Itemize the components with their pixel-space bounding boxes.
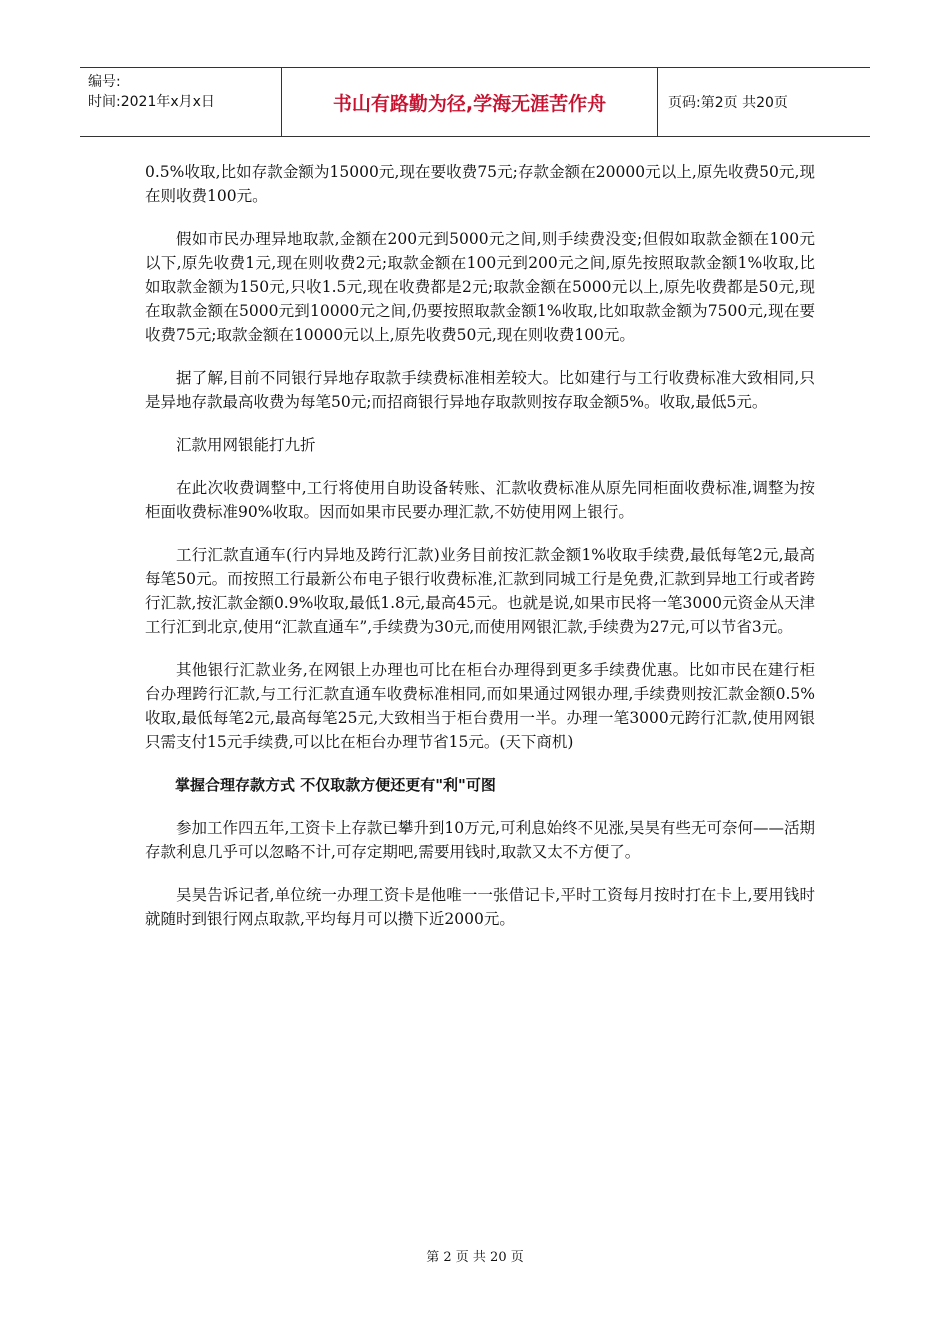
section-heading: 掌握合理存款方式 不仅取款方便还更有"利"可图 bbox=[175, 776, 496, 794]
paragraph: 其他银行汇款业务,在网银上办理也可比在柜台办理得到更多手续费优惠。比如市民在建行柜台办理跨行汇款,与工行汇款直通车收费标准相同,而如果通过网银办理,手续费则按汇款金额0.5%收取,最低每笔2元,最高每笔25元,大致相当于柜台费用一半。办理一笔3000元跨行汇款,使用网银只需支付15元手续费,可以比在柜台办理节省15元。(天下商机) bbox=[145, 661, 815, 751]
paragraph: 据了解,目前不同银行异地存取款手续费标准相差较大。比如建行与工行收费标准大致相同,只是异地存款最高收费为每笔50元;而招商银行异地存取款则按存取金额5%。收取,最低5元。 bbox=[145, 369, 815, 411]
page-header bbox=[80, 67, 870, 137]
paragraph: 参加工作四五年,工资卡上存款已攀升到10万元,可利息始终不见涨,吴昊有些无可奈何——活期存款利息几乎可以忽略不计,可存定期吧,需要用钱时,取款又太不方便了。 bbox=[145, 819, 816, 861]
paragraph: 0.5%收取,比如存款金额为15000元,现在要收费75元;存款金额在20000元以上,原先收费50元,现在则收费100元。 bbox=[145, 163, 815, 205]
header-page-info: 页码:第2页 共20页 bbox=[668, 95, 788, 111]
serial-label: 编号: bbox=[88, 74, 121, 90]
paragraph: 工行汇款直通车(行内异地及跨行汇款)业务目前按汇款金额1%收取手续费,最低每笔2元,最高每笔50元。而按照工行最新公布电子银行收费标准,汇款到同城工行是免费,汇款到异地工行或者跨行汇款,按汇款金额0.9%收取,最低1.8元,最高45元。也就是说,如果市民将一笔3000元资金从天津工行汇到北京,使用“汇款直通车”,手续费为30元,而使用网银汇款,手续费为27元,可以节省3元。 bbox=[145, 546, 815, 636]
section-subheading: 汇款用网银能打九折 bbox=[176, 436, 316, 454]
paragraph: 吴昊告诉记者,单位统一办理工资卡是他唯一一张借记卡,平时工资每月按时打在卡上,要用钱时就随时到银行网点取款,平均每月可以攒下近2000元。 bbox=[145, 886, 815, 928]
time-label: 时间:2021年x月x日 bbox=[88, 94, 215, 110]
paragraph: 在此次收费调整中,工行将使用自助设备转账、汇款收费标准从原先同柜面收费标准,调整为按柜面收费标准90%收取。因而如果市民要办理汇款,不妨使用网上银行。 bbox=[145, 479, 815, 521]
header-motto: 书山有路勤为径,学海无涯苦作舟 bbox=[282, 68, 658, 136]
page-footer: 第 2 页 共 20 页 bbox=[426, 1250, 524, 1265]
document-body bbox=[145, 160, 815, 950]
paragraph: 假如市民办理异地取款,金额在200元到5000元之间,则手续费没变;但假如取款金额在100元以下,原先收费1元,现在则收费2元;取款金额在100元到200元之间,原先按照取款金额1%收取,比如取款金额为150元,只收1.5元,现在收费都是2元;取款金额在5000元以上,原先收费都是50元,现在取款金额在5000元到10000元之间,仍要按照取款金额1%收取,比如取款金额为7500元,现在要收费75元;取款金额在10000元以上,原先收费50元,现在则收费100元。 bbox=[145, 230, 815, 344]
header-meta bbox=[80, 68, 282, 136]
